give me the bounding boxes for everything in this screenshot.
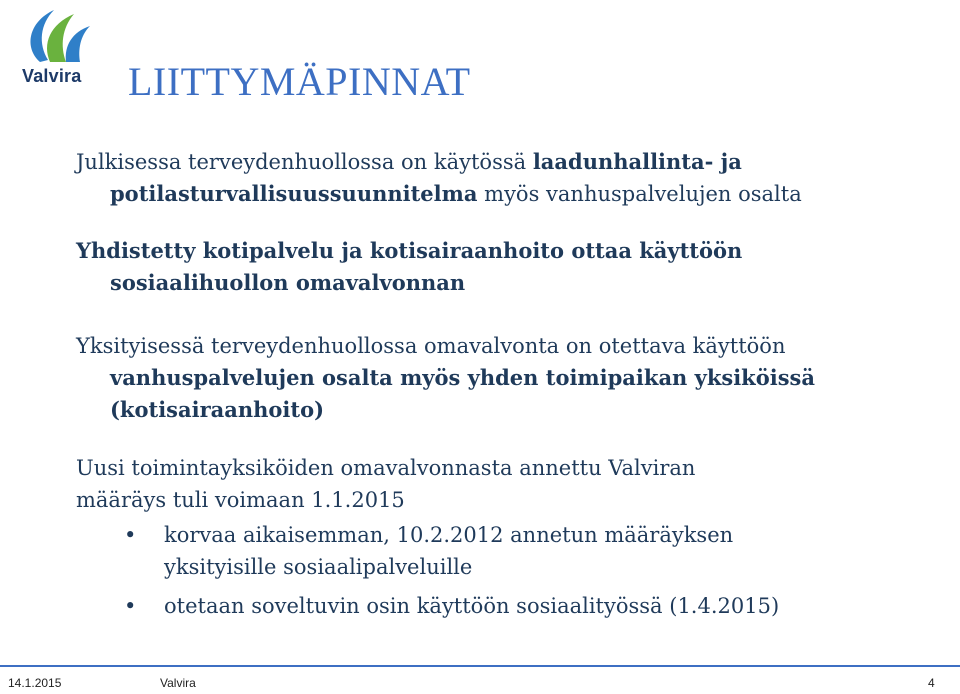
p1-text-d: myös vanhuspalvelujen osalta (477, 182, 802, 206)
bullet-1-line-1: korvaa aikaisemman, 10.2.2012 annetun määräyksen (164, 523, 734, 547)
p2-line-2: sosiaalihuollon omavalvonnan (110, 270, 466, 295)
valvira-logo-mark-icon (18, 4, 110, 66)
footer-date: 14.1.2015 (8, 676, 62, 690)
bullet-dot-icon: • (124, 594, 137, 618)
bullet-2-line-1: otetaan soveltuvin osin käyttöön sosiaalityössä (1.4.2015) (164, 594, 780, 618)
p4-line-2: määräys tuli voimaan 1.1.2015 (76, 488, 405, 512)
paragraph-4 (76, 452, 936, 516)
footer-divider (0, 665, 960, 667)
bullet-item (118, 519, 918, 583)
bullet-dot-icon: • (124, 523, 137, 547)
p4-line-1: Uusi toimintayksiköiden omavalvonnasta annettu Valviran (76, 456, 696, 480)
paragraph-1 (76, 146, 936, 210)
slide-title: LIITTYMÄPINNAT (128, 59, 471, 104)
p3-line-3: (kotisairaanhoito) (110, 397, 325, 422)
p3-line-1: Yksityisessä terveydenhuollossa omavalvonta on otettava käyttöön (76, 334, 786, 358)
bullet-1-line-2: yksityisille sosiaalipalveluille (164, 555, 473, 579)
p1-text-a: Julkisessa terveydenhuollossa on käytössä (76, 150, 533, 174)
paragraph-2 (76, 235, 936, 299)
bullet-item (118, 590, 918, 622)
p1-continuation (76, 178, 936, 210)
logo-wordmark: Valvira (22, 66, 82, 86)
paragraph-3 (76, 330, 936, 426)
page-number: 4 (928, 676, 935, 690)
p3-line-2: vanhuspalvelujen osalta myös yhden toimipaikan yksiköissä (110, 365, 815, 390)
p1-text-c: potilasturvallisuussuunnitelma (110, 181, 478, 206)
p1-text-b: laadunhallinta- ja (532, 149, 742, 174)
p2-line-1: Yhdistetty kotipalvelu ja kotisairaanhoito ottaa käyttöön (76, 238, 743, 263)
footer-organization: Valvira (160, 676, 196, 690)
